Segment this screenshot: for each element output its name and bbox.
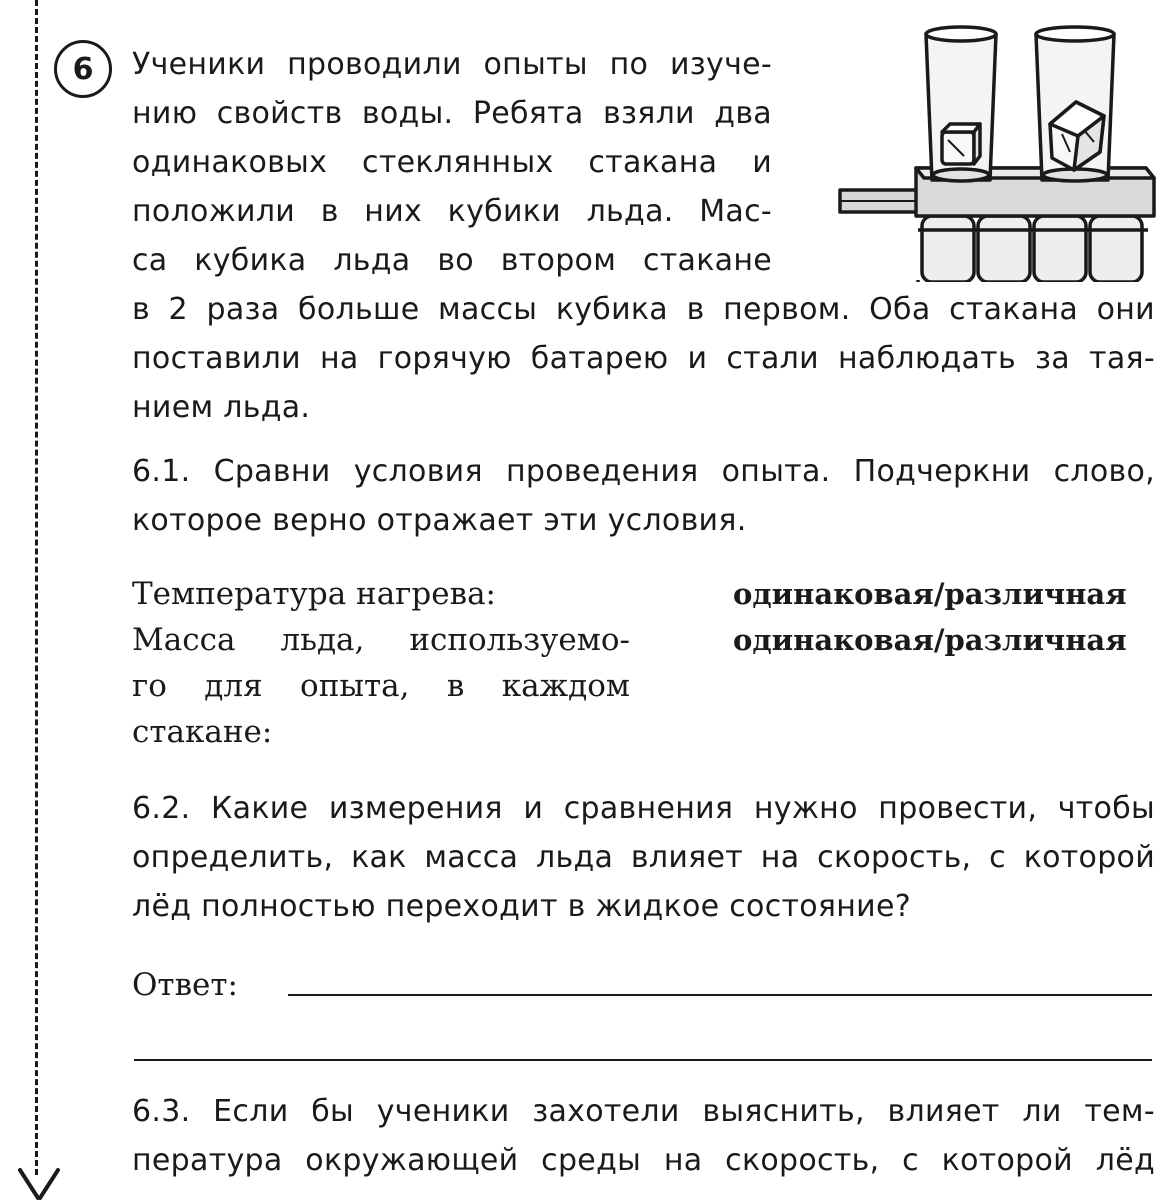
- dashed-cut-line: [35, 0, 38, 1175]
- question-line: пература окружающей среды на скорость, с которой лёд: [132, 1143, 1155, 1178]
- question-6-3: [132, 1087, 1155, 1185]
- intro-line: нию свойств воды. Ребята взяли два: [132, 96, 772, 131]
- question-line: определить, как масса льда влияет на скорость, с которой: [132, 840, 1155, 875]
- condition-options-temperature[interactable]: одинаковая/различная: [733, 577, 1127, 611]
- intro-line: поставили на горячую батарею и стали наблюдать за тая-: [132, 341, 1155, 376]
- question-6-2: [132, 784, 1155, 931]
- question-line: 6.2. Какие измерения и сравнения нужно провести, чтобы: [132, 791, 1155, 826]
- question-line: 6.3. Если бы ученики захотели выяснить, влияет ли тем-: [132, 1094, 1155, 1129]
- question-line: которое верно отражает эти условия.: [132, 503, 747, 538]
- question-6-1: [132, 447, 1155, 545]
- task-intro: [132, 40, 772, 285]
- answer-line[interactable]: [134, 1059, 1152, 1061]
- condition-label-line: Температура нагрева:: [132, 576, 496, 612]
- question-line: 6.1. Сравни условия проведения опыта. Подчеркни слово,: [132, 454, 1155, 489]
- condition-options-ice-mass[interactable]: одинаковая/различная: [733, 623, 1127, 657]
- condition-label-line: Масса льда, используемо-: [132, 622, 630, 658]
- question-line: лёд полностью переходит в жидкое состояние?: [132, 889, 911, 924]
- intro-line: одинаковых стеклянных стакана и: [132, 145, 772, 180]
- task-intro-continued: [132, 285, 1155, 432]
- intro-line: нием льда.: [132, 390, 311, 425]
- task-number-badge: 6: [54, 40, 112, 98]
- glasses-on-radiator-illustration: [838, 20, 1158, 282]
- condition-label-temperature: [132, 571, 630, 617]
- intro-line: положили в них кубики льда. Мас-: [132, 194, 772, 229]
- answer-line[interactable]: [288, 994, 1152, 996]
- intro-line: Ученики проводили опыты по изуче-: [132, 47, 772, 82]
- intro-line: са кубика льда во втором стакане: [132, 243, 772, 278]
- condition-label-ice-mass: [132, 617, 630, 755]
- condition-label-line: го для опыта, в каждом: [132, 668, 630, 704]
- intro-line: в 2 раза больше массы кубика в первом. Оба стакана они: [132, 292, 1155, 327]
- answer-label: Ответ:: [132, 967, 238, 1003]
- condition-label-line: стакане:: [132, 714, 273, 750]
- scissors-icon: [14, 1168, 64, 1200]
